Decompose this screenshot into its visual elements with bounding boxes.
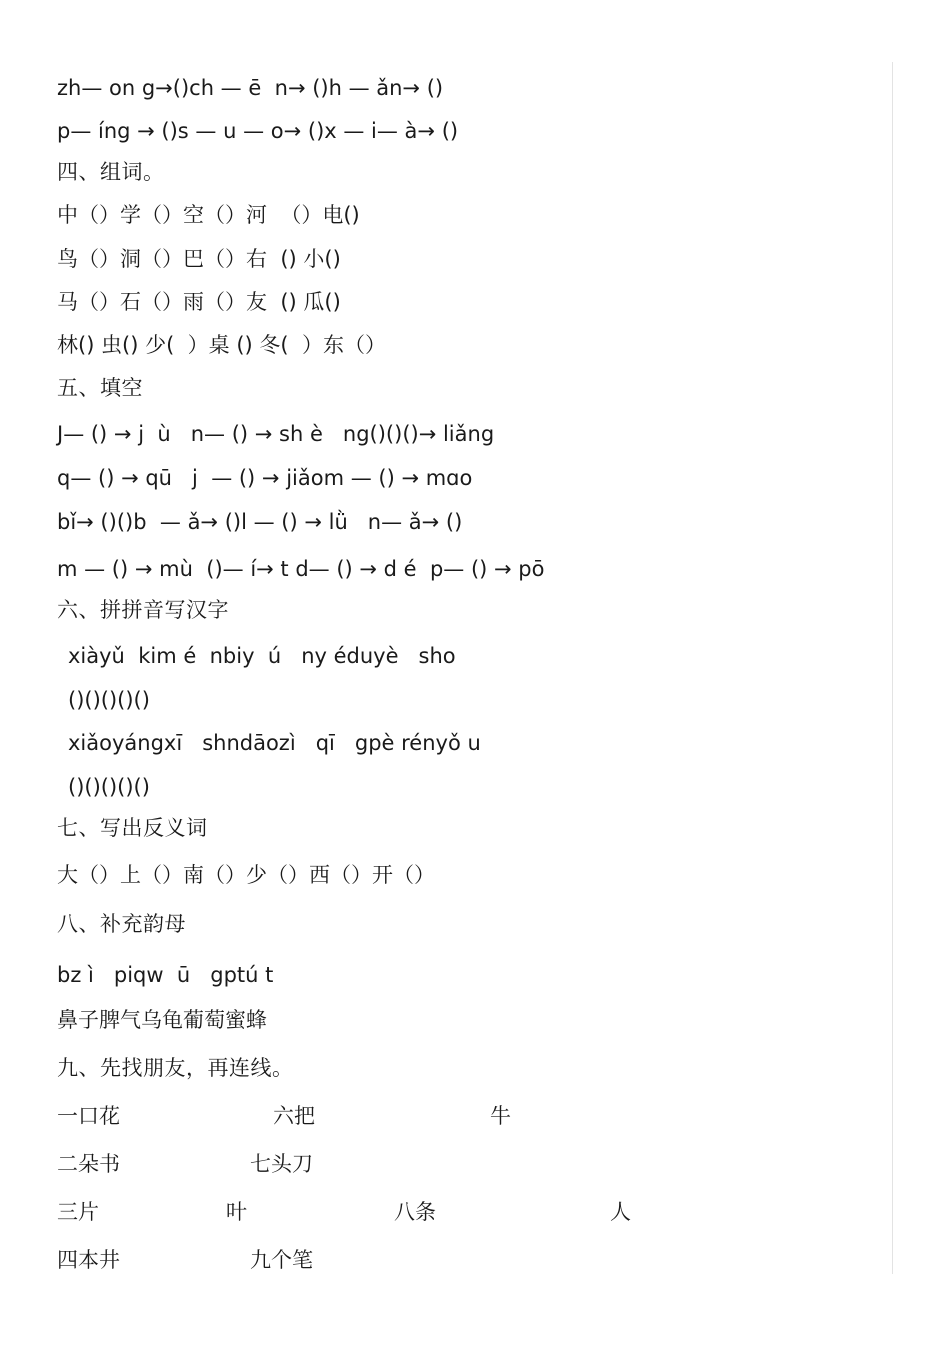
match-cell: 二朵书: [57, 1152, 120, 1176]
match-cell: 一口花: [57, 1104, 120, 1128]
section-8-pinyin: bz ì piqw ū gptú t: [57, 963, 274, 987]
section-6-title: 六、拼拼音写汉字: [57, 598, 229, 622]
page-margin-rule: [892, 62, 893, 1274]
section-6-blanks-1: ()()()()(): [68, 688, 150, 712]
section-9-title: 九、先找朋友，再连线。: [57, 1056, 294, 1080]
section-4-row-1: 中（）学（）空（）河 （）电(): [57, 203, 360, 227]
section-5-title: 五、填空: [57, 376, 143, 400]
pinyin-line-2: p— íng → ()s — u — o→ ()x — i— à→ (): [57, 119, 459, 143]
section-8-words: 鼻子脾气乌龟葡萄蜜蜂: [57, 1008, 267, 1032]
section-7-row: 大（）上（）南（）少（）西（）开（）: [57, 863, 435, 887]
section-6-pinyin-2: xiǎoyángxī shndāozì qī gpè rényǒ u: [68, 731, 481, 755]
section-5-row-4: m — () → mù ()— í→ t d— () → d é p— () → pō: [57, 557, 545, 581]
section-5-row-1: J— () → j ù n— () → sh è ng()()()→ liǎng: [57, 422, 495, 446]
match-cell: 八条: [394, 1200, 436, 1224]
section-5-row-3: bǐ→ ()()b — ǎ→ ()l — () → lǜ n— ǎ→ (): [57, 510, 463, 534]
pinyin-line-1: zh— on g→()ch — ē n→ ()h — ǎn→ (): [57, 76, 444, 100]
section-4-title: 四、组词。: [57, 160, 165, 184]
match-cell: 九个笔: [250, 1248, 313, 1272]
match-cell: 叶: [226, 1200, 247, 1224]
match-cell: 六把: [273, 1104, 315, 1128]
match-cell: 人: [610, 1200, 631, 1224]
match-cell: 三片: [57, 1200, 99, 1224]
section-5-row-2: q— () → qū j — () → jiǎom — () → mɑo: [57, 466, 473, 490]
section-6-blanks-2: ()()()()(): [68, 775, 150, 799]
section-4-row-4: 林() 虫() 少( ）桌 () 冬( ）东（）: [57, 333, 386, 357]
section-4-row-3: 马（）石（）雨（）友 () 瓜(): [57, 290, 341, 314]
section-4-row-2: 鸟（）洞（）巴（）右 () 小(): [57, 247, 341, 271]
match-cell: 七头刀: [250, 1152, 313, 1176]
match-cell: 牛: [490, 1104, 511, 1128]
section-6-pinyin-1: xiàyǔ kim é nbiy ú ny éduyè sho: [68, 644, 456, 668]
section-7-title: 七、写出反义词: [57, 816, 208, 840]
section-8-title: 八、补充韵母: [57, 912, 186, 936]
match-cell: 四本井: [57, 1248, 120, 1272]
